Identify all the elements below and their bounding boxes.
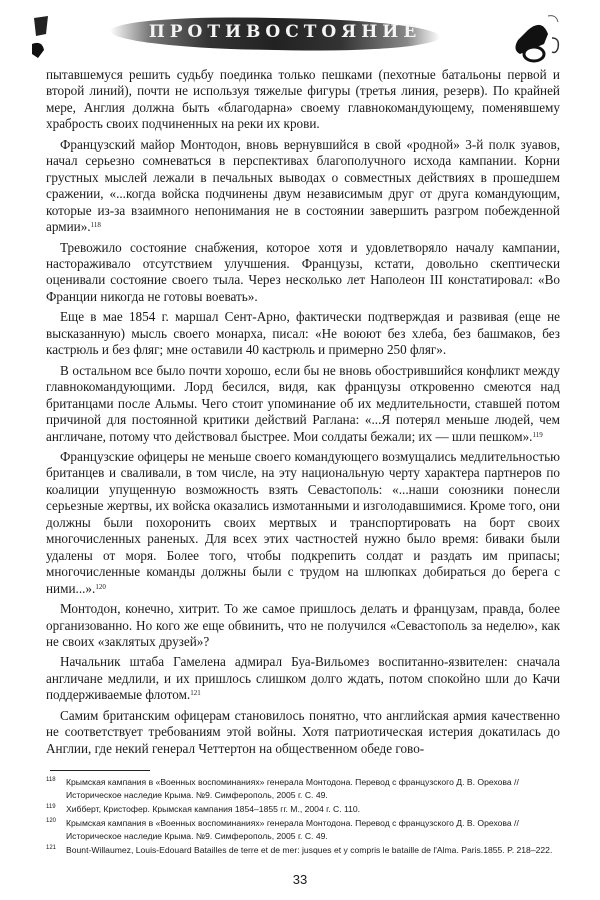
footnote: 119 Хибберт, Кристофер. Крымская кампания 1854–1855 гг. М., 2004 г. С. 110. <box>46 804 361 814</box>
paragraph: Начальник штаба Гамелена адмирал Буа-Вильомез воспитанно-язвителен: сначала англичане медлили, и их пришлось слишком долго ждать, потом спокойно шли до Качи поддерживаемые флотом.$^{121}$ <box>46 654 560 703</box>
footnote-ref[interactable]: 119 <box>532 430 543 439</box>
paragraph: Французский майор Монтодон, вновь вернувшийся в свой «родной» 3-й полк зуавов, начал серьезно сомневаться в перспективах благополучного исхода кампании. Корни грустных мыслей лежали в печальных выводах о совместных действиях в прошедшем сражении, «...когда войска подчинены двум независимым друг от друга командующим, которые из-за взаимного непонимания не в состоянии завершить разгром побежденной армии».$^{118}$ <box>46 136 560 235</box>
body-text <box>46 67 560 761</box>
footnote-ref[interactable]: 120 <box>95 582 106 591</box>
paragraph: пытавшемуся решить судьбу поединка только пешками (пехотные батальоны первой и второй линий), почти не используя тяжелые фигуры (третья линия, резерв). По крайней мере, Англия должна быть «благодарна» своему главнокомандующему, поменявшему храбрость своих подчиненных на реки их крови. <box>46 67 560 132</box>
paragraph: Французские офицеры не меньше своего командующего возмущались медлительностью британцев и сваливали, в том числе, на эту национальную черту характера партнеров по коалиции упущенную возможность взять Севастополь: «...наши союзники понесли серьезные жертвы, их войска оказались измотанными и изголодавшимися. Кроме того, они должны были похоронить своих мертвых и транспортировать на борт своих многочисленных раненых. Для всех этих частностей нужно было время: биваки были удалены от моря. Более того, чтобы подкрепить солдат и раздать им припасы; многочисленные команды должны были с трудом на шлюпках добираться до берега с ними...».$^{120}$ <box>46 448 560 596</box>
paragraph: Самим британским офицерам становилось понятно, что английская армия качественно не соответствует требованиям этой войны. Хотя патриотическая истерия докатилась до Англии, где некий генерал Четтертон на общественном обеде гово- <box>46 707 560 756</box>
chapter-header <box>0 0 600 68</box>
page-number: 33 <box>292 872 308 887</box>
ornament-left-icon <box>28 14 54 62</box>
footnote-ref[interactable]: 118 <box>90 221 101 230</box>
footnote: 120 Крымская кампания в «Военных воспоминаниях» генерала Монтодона. Перевод с французского Д. В. Орехова // Историческое наследие Крыма. №9. Симферополь, 2005 г. С. 49. <box>46 818 519 841</box>
footnotes <box>46 776 562 858</box>
footnote-ref[interactable]: 121 <box>190 689 201 698</box>
chapter-title: ПРОТИВОСТОЯНИЕ <box>148 22 422 42</box>
ornament-right-icon <box>508 10 568 70</box>
paragraph: Монтодон, конечно, хитрит. То же самое пришлось делать и французам, правда, более организованно. Но кого же еще обвинить, что не получился «Севастополь за неделю», как не своих «заклятых друзей»? <box>46 601 560 649</box>
paragraph: Еще в мае 1854 г. маршал Сент-Арно, фактически подтверждая и развивая (еще не высказанную) мысль своего монарха, писал: «Не воюют без хлеба, без башмаков, без кастрюль и без фляг; мне оставили 40 кастрюль и примерно 250 фляг». <box>46 309 560 358</box>
footnote-divider <box>50 770 150 771</box>
footnote: 121 Bount-Willaumez, Louis-Edouard Batailles de terre et de mer: jusques et y compris le bataille de l'Alma. Paris.1855. P. 218–222. <box>46 845 553 855</box>
paragraph: В остальном все было почти хорошо, если бы не вновь обострившийся конфликт между главнокомандующими. Лорд бесился, видя, как французы откровенно смеются над британцами после Альмы. Чего стоит упоминание об их медлительности, ставшей потом причиной для постоянной критики действий Раглана: «...Я потерял меньше людей, чем англичане, потому что действовал быстрее. Мои солдаты бежали; их — шли пешком».$^{119}$ <box>46 362 560 444</box>
paragraph: Тревожило состояние снабжения, которое хотя и удовлетворяло началу кампании, настораживало отсутствием улучшения. Французы, кстати, довольно скептически оценивали состояние своего тыла. Через несколько лет Наполеон III констатировал: «Во Франции никогда не готовы воевать». <box>46 239 560 304</box>
footnote: 118 Крымская кампания в «Военных воспоминаниях» генерала Монтодона. Перевод с французского Д. В. Орехова // Историческое наследие Крыма. №9. Симферополь, 2005 г. С. 49. <box>46 777 519 800</box>
